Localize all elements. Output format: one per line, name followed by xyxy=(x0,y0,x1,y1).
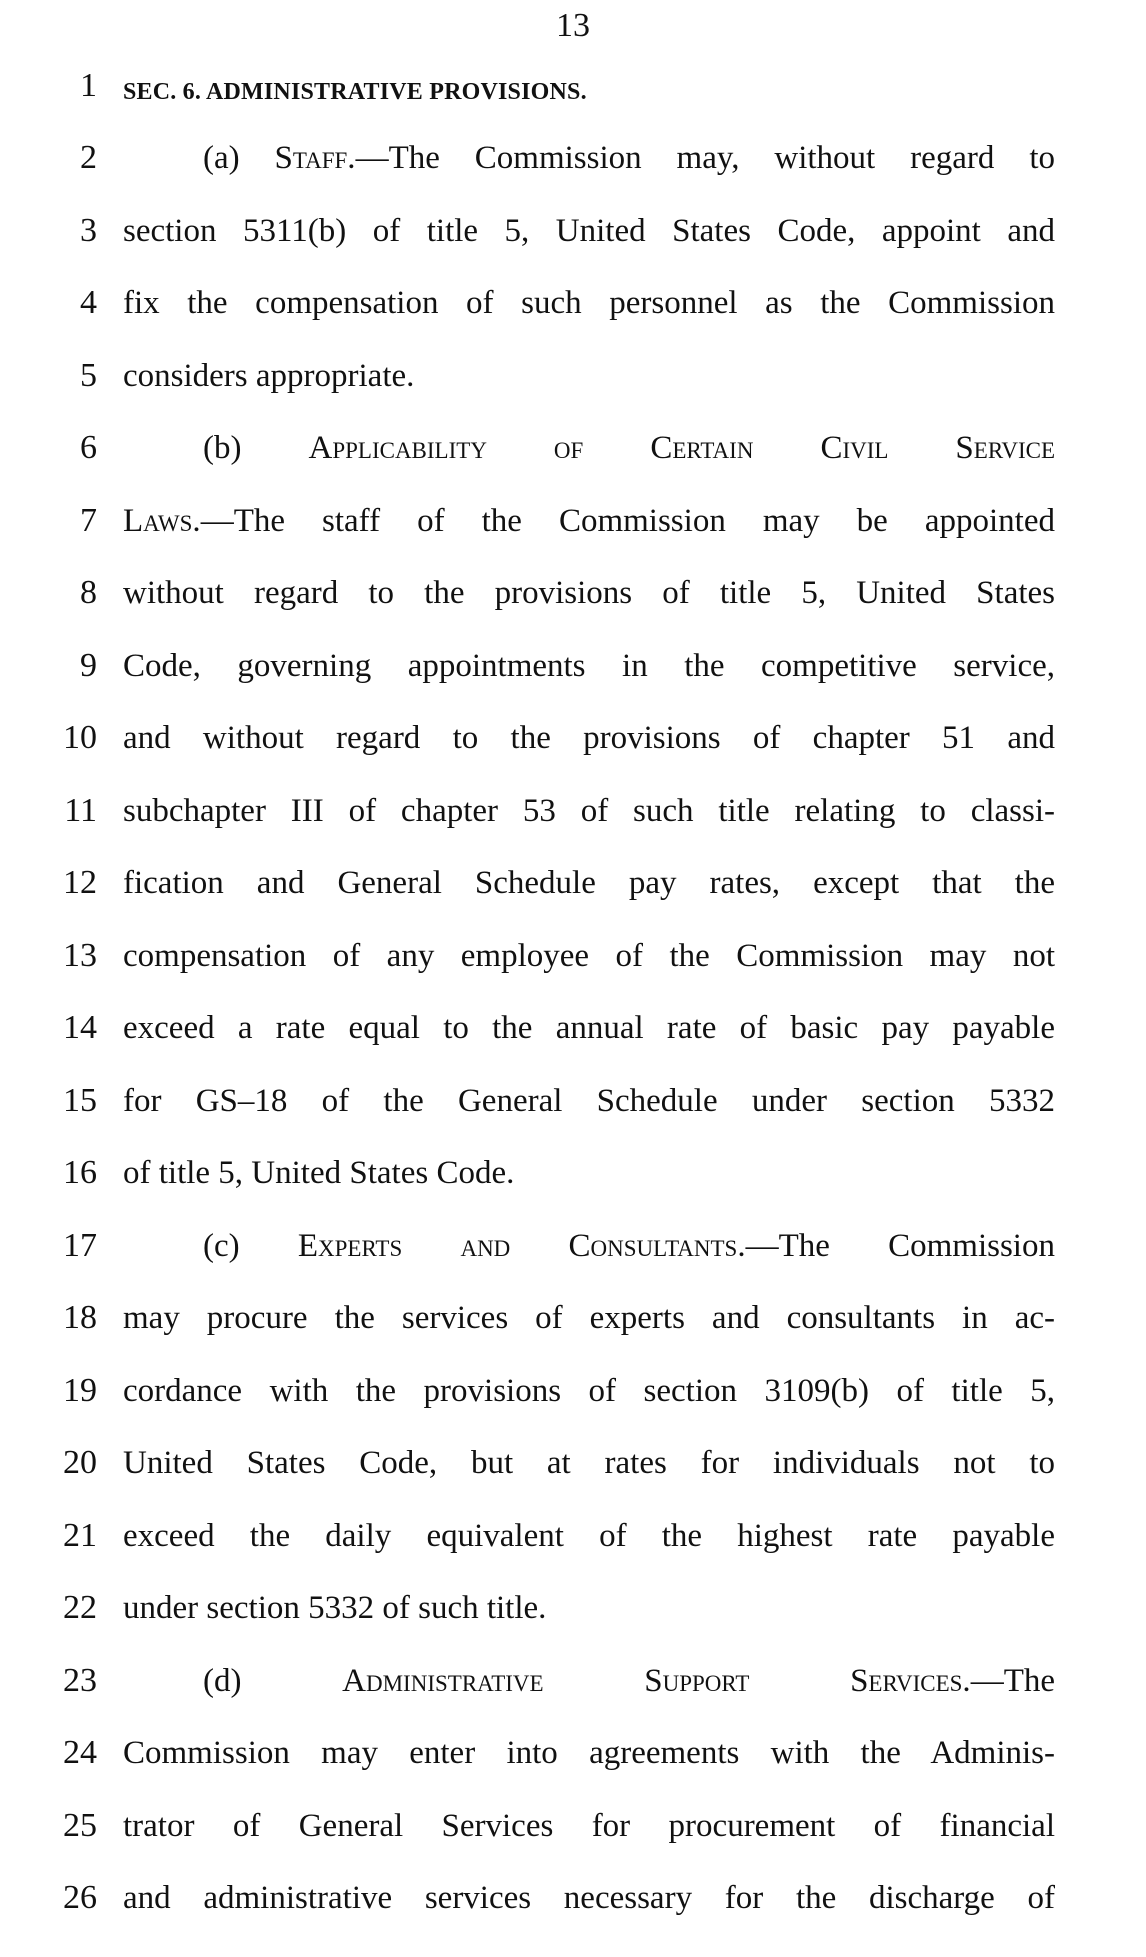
line-text: section 5311(b) of title 5, United States Code, appoint and xyxy=(123,213,1055,249)
line-number: 9 xyxy=(80,647,97,684)
line-23 xyxy=(0,1659,1146,1703)
line-text: —The staff of the Commission may be appointed xyxy=(200,503,1055,539)
line-11 xyxy=(0,789,1146,833)
line-text: considers appropriate. xyxy=(123,358,415,394)
line-10 xyxy=(0,716,1146,760)
line-number: 11 xyxy=(64,792,97,829)
page-number: 13 xyxy=(556,7,590,44)
line-number: 16 xyxy=(63,1154,97,1191)
line-3 xyxy=(0,209,1146,253)
line-21 xyxy=(0,1514,1146,1558)
line-14 xyxy=(0,1006,1146,1050)
line-number: 12 xyxy=(63,864,97,901)
line-text xyxy=(123,499,1055,543)
line-text: trator of General Services for procurement of financial xyxy=(123,1808,1055,1844)
line-text: compensation of any employee of the Commission may not xyxy=(123,938,1055,974)
line-number: 6 xyxy=(80,429,97,466)
subsection-title: Applicability of Certain Civil Service xyxy=(308,430,1055,466)
line-number: 7 xyxy=(80,502,97,539)
line-2 xyxy=(0,136,1146,180)
line-9 xyxy=(0,644,1146,688)
line-7 xyxy=(0,499,1146,543)
line-text: subchapter III of chapter 53 of such title relating to classi- xyxy=(123,793,1055,829)
line-text: fication and General Schedule pay rates, except that the xyxy=(123,865,1055,901)
line-number: 18 xyxy=(63,1299,97,1336)
line-6 xyxy=(0,426,1146,470)
subsection-title: Staff. xyxy=(274,140,356,176)
subsection-label: (b) xyxy=(203,430,309,466)
line-4 xyxy=(0,281,1146,325)
line-text: exceed a rate equal to the annual rate of basic pay payable xyxy=(123,1010,1055,1046)
line-number: 23 xyxy=(63,1662,97,1699)
line-text: and administrative services necessary for the discharge of xyxy=(123,1880,1055,1916)
line-24 xyxy=(0,1731,1146,1775)
line-number: 15 xyxy=(63,1082,97,1119)
line-number: 2 xyxy=(80,139,97,176)
line-text: —The Commission xyxy=(745,1228,1055,1264)
line-number: 19 xyxy=(63,1372,97,1409)
line-number: 1 xyxy=(80,67,97,104)
section-heading: SEC. 6. ADMINISTRATIVE PROVISIONS. xyxy=(123,79,587,105)
subsection-title: Experts and Consultants. xyxy=(297,1228,746,1264)
line-number: 5 xyxy=(80,357,97,394)
line-number: 21 xyxy=(63,1517,97,1554)
line-number: 24 xyxy=(63,1734,97,1771)
subsection-title: Administrative Support Services. xyxy=(342,1663,971,1699)
subsection-c-heading xyxy=(203,1224,1055,1268)
line-text: fix the compensation of such personnel as the Commission xyxy=(123,285,1055,321)
line-number: 3 xyxy=(80,212,97,249)
line-number: 8 xyxy=(80,574,97,611)
line-text: United States Code, but at rates for individuals not to xyxy=(123,1445,1055,1481)
line-text: and without regard to the provisions of chapter 51 and xyxy=(123,720,1055,756)
line-16 xyxy=(0,1151,1146,1195)
line-5 xyxy=(0,354,1146,398)
line-text: of title 5, United States Code. xyxy=(123,1155,515,1191)
line-15 xyxy=(0,1079,1146,1123)
line-text: without regard to the provisions of title 5, United States xyxy=(123,575,1055,611)
line-number: 14 xyxy=(63,1009,97,1046)
line-number: 4 xyxy=(80,284,97,321)
line-18 xyxy=(0,1296,1146,1340)
line-20 xyxy=(0,1441,1146,1485)
subsection-a-heading xyxy=(203,136,1055,180)
subsection-title: Laws. xyxy=(123,503,201,539)
line-19 xyxy=(0,1369,1146,1413)
line-text: —The xyxy=(970,1663,1055,1699)
subsection-d-heading xyxy=(203,1659,1055,1703)
subsection-b-heading xyxy=(203,426,1055,470)
line-number: 25 xyxy=(63,1807,97,1844)
line-17 xyxy=(0,1224,1146,1268)
line-13 xyxy=(0,934,1146,978)
subsection-label: (a) xyxy=(203,140,275,176)
line-text: under section 5332 of such title. xyxy=(123,1590,547,1626)
line-text: cordance with the provisions of section 3109(b) of title 5, xyxy=(123,1373,1055,1409)
subsection-label: (d) xyxy=(203,1663,343,1699)
line-26 xyxy=(0,1876,1146,1920)
line-number: 26 xyxy=(63,1879,97,1916)
line-text: Commission may enter into agreements with the Adminis- xyxy=(123,1735,1055,1771)
line-text: Code, governing appointments in the competitive service, xyxy=(123,648,1055,684)
line-text: exceed the daily equivalent of the highest rate payable xyxy=(123,1518,1055,1554)
line-25 xyxy=(0,1804,1146,1848)
line-text: for GS–18 of the General Schedule under section 5332 xyxy=(123,1083,1055,1119)
line-number: 17 xyxy=(63,1227,97,1264)
line-number: 13 xyxy=(63,937,97,974)
line-1 xyxy=(0,64,1146,108)
line-12 xyxy=(0,861,1146,905)
line-text: may procure the services of experts and consultants in ac- xyxy=(123,1300,1055,1336)
line-22 xyxy=(0,1586,1146,1630)
line-text: —The Commission may, without regard to xyxy=(355,140,1055,176)
line-number: 22 xyxy=(63,1589,97,1626)
line-number: 10 xyxy=(63,719,97,756)
subsection-label: (c) xyxy=(203,1228,298,1264)
line-number: 20 xyxy=(63,1444,97,1481)
line-8 xyxy=(0,571,1146,615)
